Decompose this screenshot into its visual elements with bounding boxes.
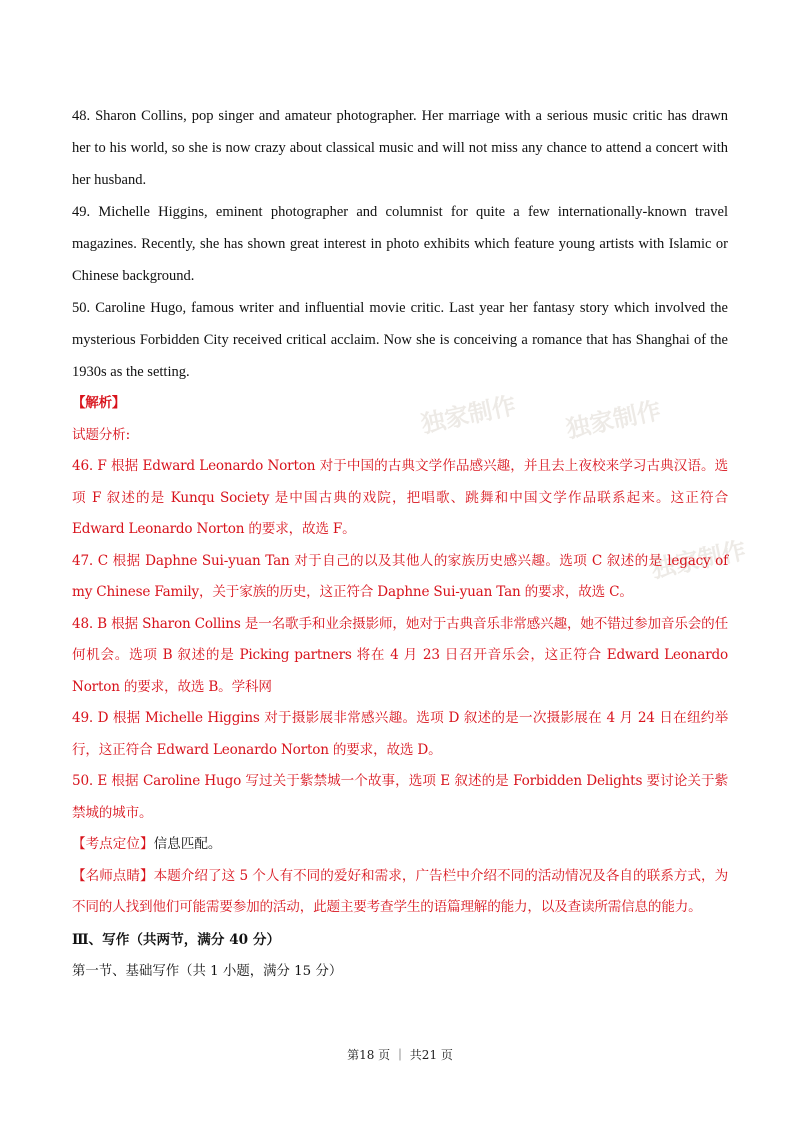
question-48: 48. Sharon Collins, pop singer and amateur photographer. Her marriage with a serious music critic has drawn her to his world, so she is now crazy about classical music and will not miss any chance to attend a concert with her husband. — [72, 108, 728, 188]
section-subtitle: 第一节、基础写作（共 1 小题，满分 15 分） — [72, 963, 343, 979]
watermark: 独家制作 — [563, 395, 664, 444]
analysis-heading: 【解析】 — [72, 395, 126, 411]
mingshi-text: 本题介绍了这 5 个人有不同的爱好和需求，广告栏中介绍不同的活动情况及各自的联系方式，为不同的人找到他们可能需要参加的活动，此题主要考查学生的语篇理解的能力，以及查读所需信息的能力。 — [72, 867, 728, 915]
mingshi-label: 【名师点睛】 — [72, 867, 154, 884]
kaodian — [72, 829, 728, 861]
answer-47: 47. C 根据 Daphne Sui-yuan Tan 对于自己的以及其他人的家族历史感兴趣。选项 C 叙述的是 legacy of my Chinese Family，关于家族的历史，这正符合 Daphne Sui-yuan Tan 的要求，故选 C。 — [72, 552, 728, 600]
question-49: 49. Michelle Higgins, eminent photographer and columnist for quite a few internationally-known travel magazines. Recently, she has shown great interest in photo exhibits which feature young artists with Islamic or Chinese background. — [72, 204, 728, 284]
watermark: 独家制作 — [418, 390, 519, 439]
answer-48: 48. B 根据 Sharon Collins 是一名歌手和业余摄影师，她对于古典音乐非常感兴趣，她不错过参加音乐会的任何机会。选项 B 叙述的是 Picking partners 将在 4 月 23 日召开音乐会，这正符合 Edward Leonardo Norton 的要求，故选 B。学科网 — [72, 615, 728, 695]
analysis-intro: 试题分析: — [72, 426, 130, 443]
answer-46: 46. F 根据 Edward Leonardo Norton 对于中国的古典文学作品感兴趣，并且去上夜校来学习古典汉语。选项 F 叙述的是 Kunqu Society 是中国古典的戏院，把唱歌、跳舞和中国文学作品联系起来。这正符合 Edward Leonardo Norton 的要求，故选 F。 — [72, 458, 728, 537]
answer-50: 50. E 根据 Caroline Hugo 写过关于紫禁城一个故事，选项 E 叙述的是 Forbidden Delights 要讨论关于紫禁城的城市。 — [72, 773, 728, 821]
question-50: 50. Caroline Hugo, famous writer and influential movie critic. Last year her fantasy story which involved the mysterious Forbidden City received critical acclaim. Now she is conceiving a romance that has Shanghai of the 1930s as the setting. — [72, 300, 728, 380]
document-body — [72, 100, 728, 988]
answer-49: 49. D 根据 Michelle Higgins 对于摄影展非常感兴趣。选项 D 叙述的是一次摄影展在 4 月 24 日在纽约举行，这正符合 Edward Leonardo Norton 的要求，故选 D。 — [72, 710, 728, 758]
kaodian-text: 信息匹配。 — [153, 836, 222, 852]
mingshi — [72, 861, 728, 924]
section-title: Ⅲ、写作（共两节，满分 40 分） — [72, 931, 281, 948]
watermark: 独家制作 — [648, 535, 749, 584]
kaodian-label: 【考点定位】 — [72, 836, 154, 852]
page-footer: 第18 页 ｜ 共21 页 — [347, 1048, 453, 1062]
